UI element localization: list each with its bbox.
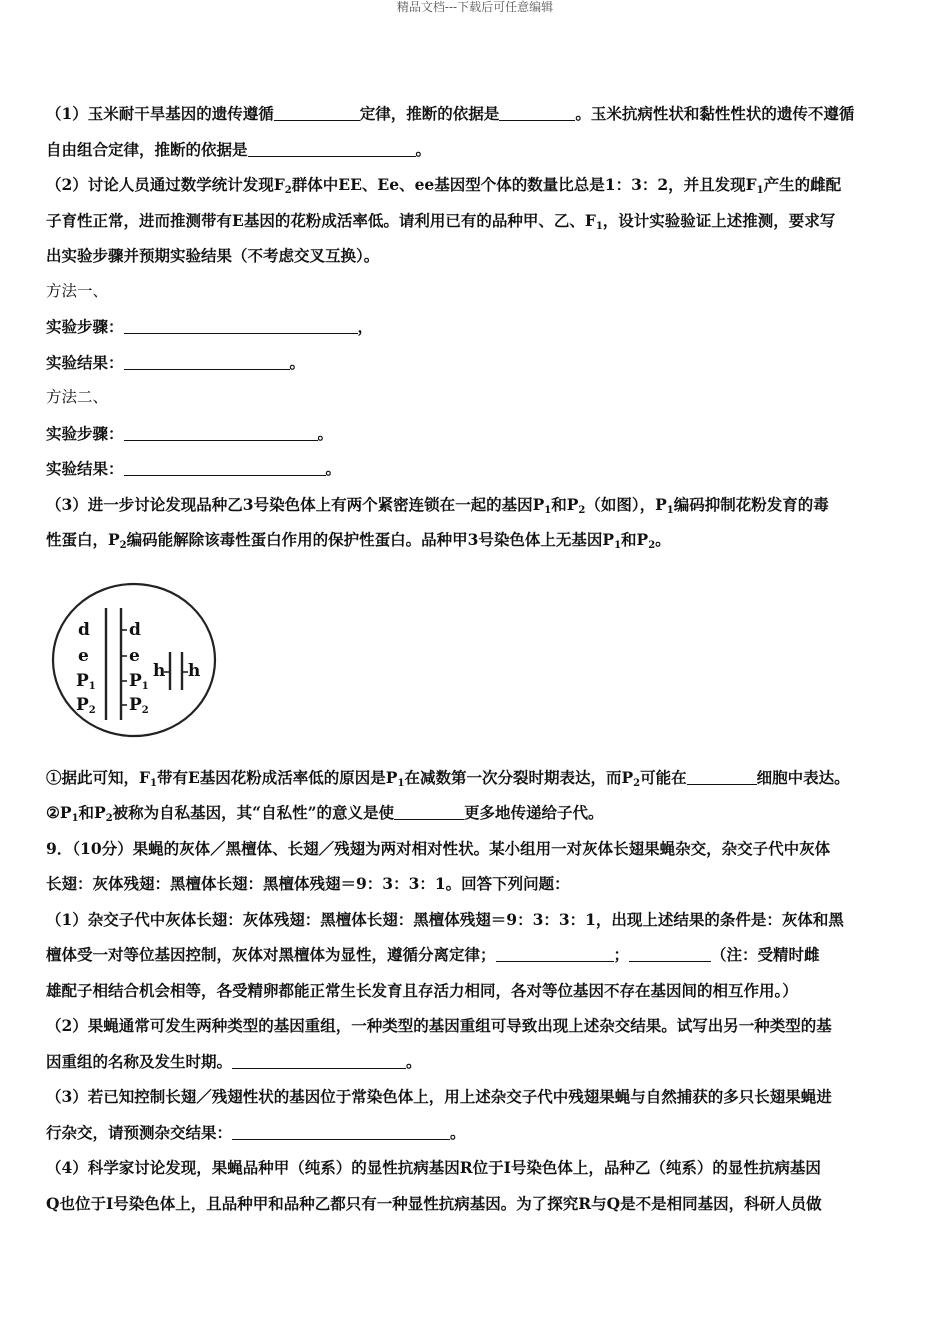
q9-part4-line1: （4）科学家讨论发现，果蝇品种甲（纯系）的显性抗病基因R位于Ⅰ号染色体上，品种乙（纯系）的显性抗病基因 <box>46 1158 821 1177</box>
q8-part3-line2: 性蛋白，$P_2$编码能解除该毒性蛋白作用的保护性蛋白。品种甲3号染色体上无基因$P_1$和$P_2$。 <box>46 530 671 551</box>
q9-part2-line2: 因重组的名称及发生时期。 。 <box>46 1051 422 1071</box>
gene-label-p1: $P_1$ <box>76 670 96 692</box>
blank-result2[interactable] <box>124 459 326 476</box>
q9-part1-line1: （1）杂交子代中灰体长翅：灰体残翅：黑檀体长翅：黑檀体残翅＝9：3：3：1，出现上述结果的条件是：灰体和黑 <box>46 909 844 929</box>
q9-part4-line2: Q也位于Ⅰ号染色体上，且品种甲和品种乙都只有一种显性抗病基因。为了探究R与Q是不是相同基因，科研人员做 <box>46 1193 822 1213</box>
gene-label-d-right: d <box>129 619 141 640</box>
gene-label-e-right: e <box>129 645 140 666</box>
chromosome-figure <box>48 580 228 740</box>
blank-prediction[interactable] <box>232 1123 450 1140</box>
q9-part2-line1: （2）果蝇通常可发生两种类型的基因重组，一种类型的基因重组可导致出现上述杂交结果。试写出另一种类型的基 <box>46 1016 832 1035</box>
blank-condition2[interactable] <box>629 945 711 962</box>
gene-label-p2-right: $P_2$ <box>129 694 149 716</box>
method2-heading: 方法二、 <box>46 388 109 406</box>
q9-stem-line1: 9．（10分）果蝇的灰体／黑檀体、长翅／残翅为两对相对性状。某小组用一对灰体长翅果蝇杂交，杂交子代中灰体 <box>46 838 831 858</box>
blank-cell-type[interactable] <box>687 768 757 785</box>
gene-label-h-right: h <box>188 660 201 681</box>
q9-part1-line3: 雄配子相结合机会相等，各受精卵都能正常生长发育且存活力相同，各对等位基因不存在基因间的相互作用。） <box>46 980 798 1000</box>
blank-steps1[interactable] <box>124 317 358 334</box>
blank-steps2[interactable] <box>124 424 318 441</box>
q8-part1-line1: （1）玉米耐干旱基因的遗传遵循 定律，推断的依据是 。玉米抗病性状和黏性性状的遗传不遵循 <box>46 104 855 123</box>
method2-steps: 实验步骤： 。 <box>46 423 334 443</box>
method1-steps: 实验步骤： ， <box>46 317 374 336</box>
method1-heading: 方法一、 <box>46 281 109 300</box>
method1-result: 实验结果： 。 <box>46 352 306 372</box>
method2-result: 实验结果： 。 <box>46 459 342 478</box>
blank-selfish[interactable] <box>394 803 464 820</box>
q8-part2-line2: 子育性正常，进而推测带有E基因的花粉成活率低。请利用已有的品种甲、乙、$F_1$，设计实验验证上述推测，要求写 <box>46 210 836 232</box>
blank-law[interactable] <box>274 104 360 121</box>
q8-part3-line1: （3）进一步讨论发现品种乙3号染色体上有两个紧密连锁在一起的基因$P_1$和$P_2$（如图），$P_1$编码抑制花粉发育的毒 <box>46 494 829 516</box>
q8-part1-line2: 自由组合定律，推断的依据是 。 <box>46 139 432 159</box>
q9-part3-line2: 行杂交，请预测杂交结果： 。 <box>46 1122 466 1142</box>
blank-basis[interactable] <box>499 104 575 121</box>
page-header: 精品文档---下载后可任意编辑 <box>396 0 554 14</box>
q8-part3-conclusion2: $②P_1$和$P_2$被称为自私基因，其“自私性”的意义是使 更多地传递给子代。 <box>46 803 604 824</box>
q9-part3-line1: （3）若已知控制长翅／残翅性状的基因位于常染色体上，用上述杂交子代中残翅果蝇与自然捕获的多只长翅果蝇进 <box>46 1087 832 1106</box>
gene-label-p1-right: $P_1$ <box>129 670 149 692</box>
document-body <box>46 96 914 1221</box>
gene-label-e: e <box>78 645 89 666</box>
gene-label-p2: $P_2$ <box>76 694 96 716</box>
q9-stem-line2: 长翅：灰体残翅：黑檀体长翅：黑檀体残翅＝9：3：3：1。回答下列问题： <box>46 874 570 893</box>
q8-part2-line3: 出实验步骤并预期实验结果（不考虑交叉互换）。 <box>46 246 380 265</box>
gene-label-d: d <box>78 619 90 640</box>
gene-label-h-left: h <box>153 660 166 681</box>
blank-recombination[interactable] <box>232 1052 406 1069</box>
blank-result1[interactable] <box>124 353 290 370</box>
q9-part1-line2: 檀体受一对等位基因控制，灰体对黑檀体为显性，遵循分离定律； ； （注：受精时雌 <box>46 945 820 964</box>
blank-basis-2[interactable] <box>248 140 416 157</box>
q8-part3-conclusion1: ①据此可知，$F_1$带有E基因花粉成活率低的原因是$P_1$在减数第一次分裂时期表达，而$P_2$可能在 细胞中表达。 <box>46 767 850 789</box>
q8-part2-line1: （2）讨论人员通过数学统计发现$F_2$群体中EE、Ee、ee基因型个体的数量比总是1：3：2，并且发现$F_1$产生的雌配 <box>46 175 842 196</box>
blank-condition1[interactable] <box>496 945 614 962</box>
